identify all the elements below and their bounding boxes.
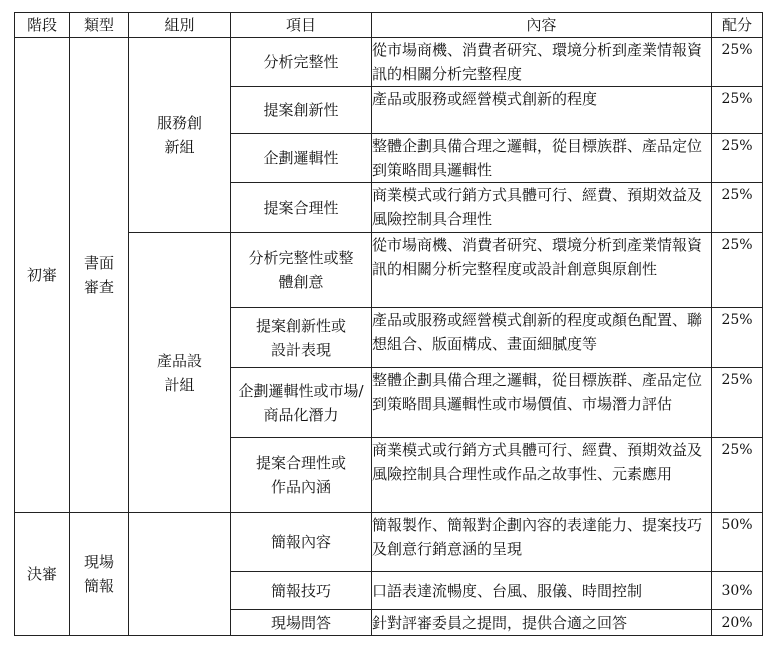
header-score: 配分 <box>712 13 763 38</box>
item-cell <box>231 610 372 636</box>
item-label: 提案合理性 <box>263 198 339 217</box>
content-cell: 簡報製作、簡報對企劃內容的表達能力、提案技巧及創意行銷意涵的呈現 <box>372 513 712 572</box>
content-cell: 商業模式或行銷方式具體可行、經費、預期效益及風險控制具合理性或作品之故事性、元素應用 <box>372 438 712 513</box>
score-cell: 20% <box>712 610 763 636</box>
group-cell <box>129 38 231 233</box>
content-cell: 從市場商機、消費者研究、環境分析到產業情報資訊的相關分析完整程度或設計創意與原創性 <box>372 233 712 308</box>
group-cell-empty <box>129 513 231 636</box>
scoring-criteria-table <box>14 12 763 636</box>
type-label: 現場簡報 <box>83 553 114 595</box>
content-cell: 產品或服務或經營模式創新的程度 <box>372 87 712 134</box>
item-label: 簡報內容 <box>270 533 331 551</box>
item-cell <box>231 87 372 134</box>
content-cell: 整體企劃具備合理之邏輯，從目標族群、產品定位到策略間具邏輯性 <box>372 134 712 183</box>
item-label: 提案合理性或作品內涵 <box>256 454 347 496</box>
stage-label: 決審 <box>26 565 57 583</box>
score-cell: 25% <box>712 438 763 513</box>
score-cell: 25% <box>712 308 763 368</box>
group-label: 產品設計組 <box>156 351 202 394</box>
score-cell: 25% <box>712 87 763 134</box>
item-cell <box>231 572 372 610</box>
type-label: 書面審查 <box>83 254 114 296</box>
table-row <box>15 513 763 572</box>
item-label: 提案創新性或設計表現 <box>256 316 347 359</box>
score-cell: 25% <box>712 38 763 87</box>
item-cell <box>231 308 372 368</box>
stage-cell <box>15 513 70 636</box>
stage-label: 初審 <box>26 266 57 284</box>
item-label: 企劃邏輯性 <box>263 149 339 167</box>
header-stage: 階段 <box>15 13 70 38</box>
item-label: 企劃邏輯性或市場/商品化潛力 <box>238 381 364 424</box>
item-label: 現場問答 <box>270 613 331 632</box>
item-label: 簡報技巧 <box>270 581 331 600</box>
item-label: 分析完整性或整體創意 <box>248 249 354 291</box>
score-cell: 25% <box>712 183 763 233</box>
score-cell: 25% <box>712 368 763 438</box>
scoring-criteria-sheet <box>14 12 762 636</box>
type-cell <box>70 38 129 513</box>
item-cell <box>231 513 372 572</box>
header-group: 組別 <box>129 13 231 38</box>
item-cell <box>231 134 372 183</box>
stage-cell <box>15 38 70 513</box>
score-cell: 30% <box>712 572 763 610</box>
header-type: 類型 <box>70 13 129 38</box>
item-label: 分析完整性 <box>263 53 339 71</box>
content-cell: 整體企劃具備合理之邏輯，從目標族群、產品定位到策略間具邏輯性或市場價值、市場潛力評估 <box>372 368 712 438</box>
item-cell <box>231 183 372 233</box>
header-row <box>15 13 763 38</box>
group-cell <box>129 233 231 513</box>
item-cell <box>231 368 372 438</box>
content-cell: 從市場商機、消費者研究、環境分析到產業情報資訊的相關分析完整程度 <box>372 38 712 87</box>
item-cell <box>231 438 372 513</box>
header-content: 內容 <box>372 13 712 38</box>
item-cell <box>231 38 372 87</box>
content-cell: 產品或服務或經營模式創新的程度或顏色配置、聯想組合、版面構成、畫面細膩度等 <box>372 308 712 368</box>
score-cell: 25% <box>712 233 763 308</box>
content-cell: 針對評審委員之提問，提供合適之回答 <box>372 610 712 636</box>
table-row <box>15 38 763 87</box>
content-cell: 商業模式或行銷方式具體可行、經費、預期效益及風險控制具合理性 <box>372 183 712 233</box>
score-cell: 50% <box>712 513 763 572</box>
content-cell: 口語表達流暢度、台風、服儀、時間控制 <box>372 572 712 610</box>
score-cell: 25% <box>712 134 763 183</box>
group-label: 服務創新組 <box>156 114 202 156</box>
type-cell <box>70 513 129 636</box>
header-item: 項目 <box>231 13 372 38</box>
item-cell <box>231 233 372 308</box>
item-label: 提案創新性 <box>263 101 339 119</box>
